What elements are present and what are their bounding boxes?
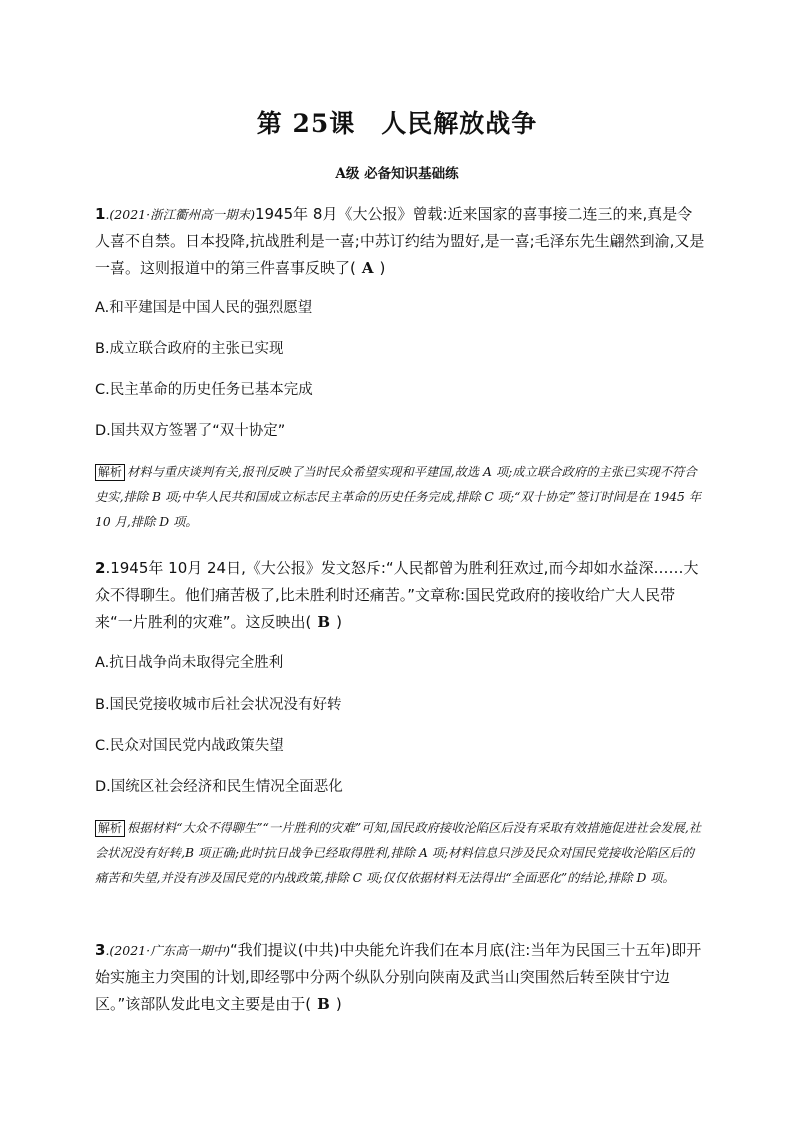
question-text: .1945年 10月 24日,《大公报》发文怒斥:“人民都曾为胜利狂欢过,而今却如水益深……大众不得聊生。他们痛苦极了,比未胜利时还痛苦。”文章称:国民党政府的接收给广大人民带来“一片胜利的灾难”。这反映出( [95,559,699,631]
question-2-stem [95,555,705,636]
explanation-tag: 解析 [95,820,125,837]
question-2-explanation [95,816,705,891]
question-2-option-b: B.国民党接收城市后社会状况没有好转 [95,697,342,713]
answer-letter: B [317,995,330,1013]
question-number: 3 [95,941,106,959]
question-source: .(2021·广东高一期中) [105,943,230,958]
question-1-option-c: C.民主革命的历史任务已基本完成 [95,382,313,398]
question-1-option-b: B.成立联合政府的主张已实现 [95,341,284,357]
question-2-option-d: D.国统区社会经济和民生情况全面恶化 [95,779,343,795]
page-title: 第 25课 人民解放战争 [256,109,538,138]
question-3-stem [95,937,705,1018]
explanation-text: 材料与重庆谈判有关,报刊反映了当时民众希望实现和平建国,故选 A 项;成立联合政府的主张已实现不符合史实,排除 B 项;中华人民共和国成立标志民主革命的历史任务完成,排除 C 项;“双十协定”签订时间是在 1945 年 10 月,排除 D 项。 [95,465,702,529]
question-number: 1 [95,205,106,223]
question-1-explanation [95,460,705,535]
explanation-text: 根据材料“大众不得聊生”“一片胜利的灾难”可知,国民政府接收沦陷区后没有采取有效措施促进社会发展,社会状况没有好转,B 项正确;此时抗日战争已经取得胜利,排除 A 项;材料信息只涉及民众对国民党接收沦陷区后的痛苦和失望,并没有涉及国民党的内战政策,排除 C 项;仅仅依据材料无法得出“全面恶化”的结论,排除 D 项。 [95,821,702,885]
question-1-stem [95,201,705,282]
question-1-option-a: A.和平建国是中国人民的强烈愿望 [95,300,313,316]
question-text-end: ) [336,613,342,631]
question-text-end: ) [335,995,342,1013]
explanation-tag: 解析 [95,464,125,481]
answer-letter: A [361,259,374,277]
question-text-end: ) [379,259,386,277]
question-2-option-c: C.民众对国民党内战政策失望 [95,738,284,754]
answer-letter: B [317,613,331,631]
section-heading: A级 必备知识基础练 [335,166,459,182]
question-number: 2 [95,559,106,577]
question-2-option-a: A.抗日战争尚未取得完全胜利 [95,655,284,671]
question-source: .(2021·浙江衢州高一期末) [105,207,255,222]
question-text: “我们提议(中共)中央能允许我们在本月底(注:当年为民国三十五年)即开始实施主力突围的计划,即经鄂中分两个纵队分别向陕南及武当山突围然后转至陕甘宁边区。”该部队发此电文主要是由于( [95,941,702,1013]
question-text: 1945年 8月《大公报》曾载:近来国家的喜事接二连三的来,真是令人喜不自禁。日本投降,抗战胜利是一喜;中苏订约结为盟好,是一喜;毛泽东先生翩然到渝,又是一喜。这则报道中的第三件喜事反映了( [95,205,705,277]
question-1-option-d: D.国共双方签署了“双十协定” [95,423,286,439]
